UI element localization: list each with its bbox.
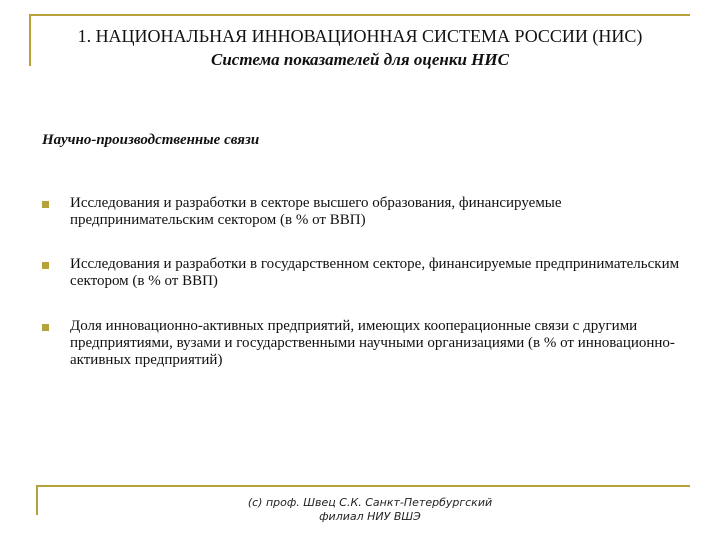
bullet-text: Доля инновационно-активных предприятий, имеющих кооперационные связи с другими предприятиями, вузами и государственными научными организациями (в % от инновационно-активных предприятий) [70, 318, 675, 368]
footer-copyright [170, 496, 570, 524]
title-frame-top-line [29, 14, 690, 16]
footer-frame-left-line [36, 485, 38, 515]
footer-line-1: (c) проф. Швец С.К. Санкт-Петербургский [247, 496, 493, 509]
slide-subtitle: Система показателей для оценки НИС [211, 50, 509, 69]
square-bullet-icon [42, 201, 49, 208]
square-bullet-icon [42, 262, 49, 269]
footer-divider-line [36, 485, 690, 487]
square-bullet-icon [42, 324, 49, 331]
slide-title: 1. НАЦИОНАЛЬНАЯ ИННОВАЦИОННАЯ СИСТЕМА РОССИИ (НИС) [77, 26, 643, 46]
footer-line-2: филиал НИУ ВШЭ [319, 510, 421, 523]
bullet-text: Исследования и разработки в секторе высшего образования, финансируемые предпринимательским сектором (в % от ВВП) [70, 195, 562, 228]
section-heading: Научно-производственные связи [42, 132, 260, 148]
title-frame-left-line [29, 14, 31, 66]
bullet-text: Исследования и разработки в государственном секторе, финансируемые предпринимательским сектором (в % от ВВП) [70, 256, 680, 289]
